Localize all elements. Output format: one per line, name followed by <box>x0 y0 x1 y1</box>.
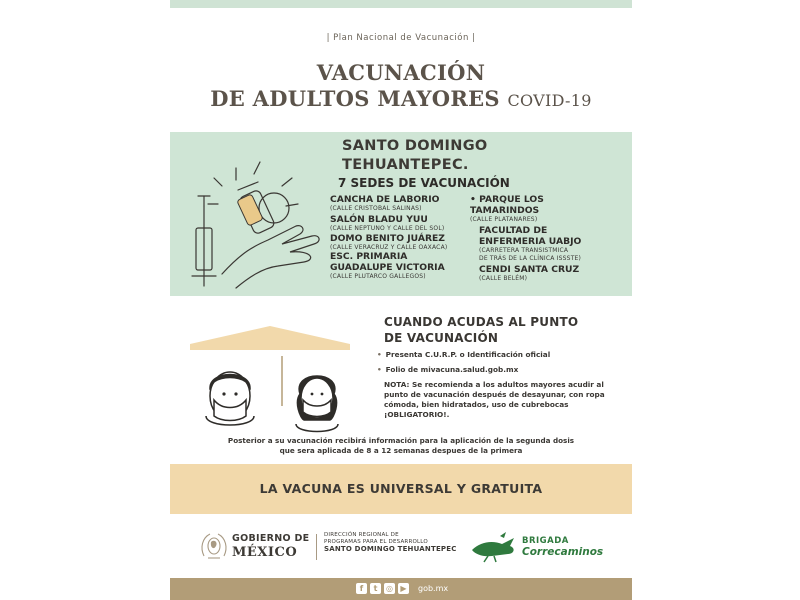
poster <box>170 0 632 600</box>
mexico-emblem-icon <box>198 530 230 564</box>
site-name-2: ENFERMERIA UABJO <box>479 236 582 247</box>
site-name-2: TAMARINDOS <box>470 205 540 216</box>
site-item <box>330 194 439 213</box>
title-adultos: DE ADULTOS MAYORES <box>210 86 500 111</box>
nota-label: NOTA: <box>384 380 410 389</box>
direccion-line-1: DIRECCIÓN REGIONAL DE <box>324 532 399 538</box>
posterior-line-1: Posterior a su vacunación recibirá información para la aplicación de la segunda dosis <box>227 436 575 445</box>
youtube-icon[interactable]: ▶ <box>398 583 409 594</box>
top-strip <box>170 0 632 8</box>
title-line-1: VACUNACIÓN <box>316 60 486 85</box>
site-name: ESC. PRIMARIA <box>330 251 408 262</box>
cuando-line-2: DE VACUNACIÓN <box>384 331 499 345</box>
gobierno-line-2: MÉXICO <box>232 545 298 560</box>
site-name: CENDI SANTA CRUZ <box>479 264 580 275</box>
cuando-line-1: CUANDO ACUDAS AL PUNTO <box>384 315 579 329</box>
direccion-regional <box>324 532 457 553</box>
sedes-title: 7 SEDES DE VACUNACIÓN <box>338 176 510 190</box>
site-item <box>330 214 444 233</box>
direccion-line-2: PROGRAMAS PARA EL DESARROLLO <box>324 539 428 545</box>
sites-section <box>170 132 632 296</box>
city-line-2: TEHUANTEPEC. <box>342 157 469 173</box>
facebook-icon[interactable]: f <box>356 583 367 594</box>
footer-bar <box>170 578 632 600</box>
site-item <box>330 251 407 262</box>
nota-body: Se recomienda a los adultos mayores acudir al punto de vacunación después de desayunar, con ropa cómoda, bien hidratados, uso de cubrebocas ¡OBLIGATORIO!. <box>384 380 605 419</box>
nota-text <box>384 380 624 420</box>
site-name: FACULTAD DE <box>479 225 548 236</box>
site-item <box>330 233 447 252</box>
requirement-item <box>377 350 550 359</box>
site-item <box>479 264 579 283</box>
requirement-item <box>377 365 518 374</box>
bullet-icon: • <box>377 365 382 374</box>
vaccine-illustration-icon <box>182 156 342 296</box>
site-address: (CALLE PLATANARES) <box>470 216 538 223</box>
site-item <box>330 262 445 281</box>
logos-row <box>170 518 632 576</box>
social-icons <box>356 583 409 594</box>
title-covid: COVID-19 <box>507 91 592 110</box>
site-name: DOMO BENITO JUÁREZ <box>330 233 445 244</box>
city-line-1: SANTO DOMINGO <box>342 138 488 154</box>
city-name <box>342 137 488 175</box>
brigada-line-2: Correcaminos <box>522 546 604 558</box>
site-address: (CALLE VERACRUZ Y CALLE OAXACA) <box>330 244 448 251</box>
posterior-line-2: que sera aplicada de 8 a 12 semanas despues de la primera <box>279 446 523 455</box>
site-address: (CALLE NEPTUNO Y CALLE DEL SOL) <box>330 225 445 232</box>
site-item <box>479 225 581 263</box>
site-name: CANCHA DE LABORIO <box>330 194 440 205</box>
site-item: • PARQUE LOS TAMARINDOS (CALLE PLATANARES) <box>470 194 544 223</box>
plan-nacional-label: | Plan Nacional de Vacunación | <box>326 33 476 43</box>
requirement-text: Folio de mivacuna.salud.gob.mx <box>385 365 519 374</box>
requirement-text: Presenta C.U.R.P. o Identificación oficial <box>385 350 551 359</box>
elderly-people-masks-icon <box>182 320 358 440</box>
site-name: SALÓN BLADU YUU <box>330 214 428 225</box>
twitter-icon[interactable]: t <box>370 583 381 594</box>
site-address: (CALLE BELÉM) <box>479 275 528 282</box>
direccion-line-3: SANTO DOMINGO TEHUANTEPEC <box>324 545 457 553</box>
site-name: PARQUE LOS <box>479 194 544 205</box>
site-name: GUADALUPE VICTORIA <box>330 262 445 273</box>
site-address: (CALLE PLUTARCO GALLEGOS) <box>330 273 426 280</box>
roadrunner-logo-icon <box>470 530 520 564</box>
gobmx-link[interactable]: gob.mx <box>418 584 449 593</box>
brigada-line-1: BRIGADA <box>522 536 569 546</box>
site-address: (CALLE CRISTOBAL SALINAS) <box>330 205 422 212</box>
site-address: (CARRETERA TRANSISTMICA <box>479 247 569 254</box>
logo-divider <box>316 534 317 560</box>
posterior-note <box>170 436 632 456</box>
instructions-section <box>170 296 632 470</box>
gobierno-line-1: GOBIERNO DE <box>232 533 310 544</box>
title-line-2 <box>170 86 632 111</box>
site-address-2: DE TRÁS DE LA CLÍNICA ISSSTE) <box>479 255 582 262</box>
bullet-icon: • <box>377 350 382 359</box>
instagram-icon[interactable]: ◎ <box>384 583 395 594</box>
universal-banner: LA VACUNA ES UNIVERSAL Y GRATUITA <box>170 464 632 514</box>
cuando-heading <box>384 314 578 346</box>
